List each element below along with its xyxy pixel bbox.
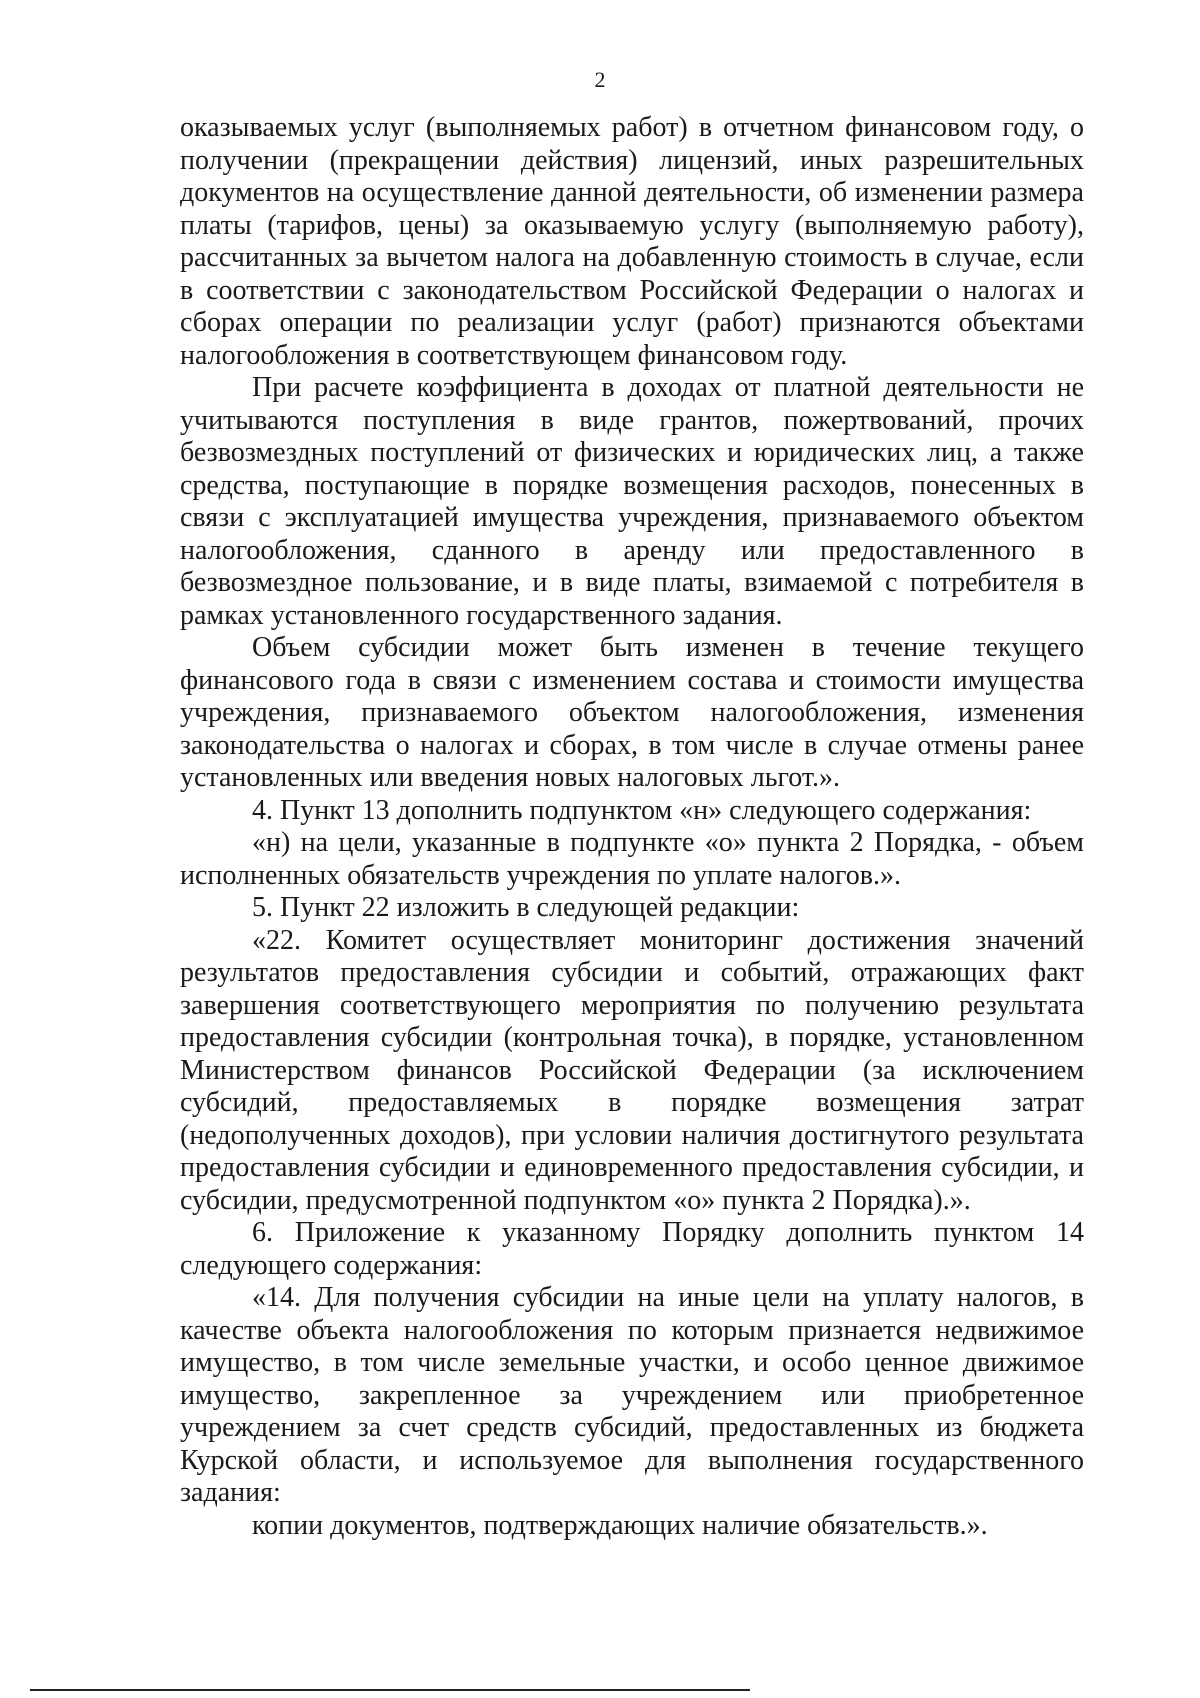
paragraph-subitem-n: «н) на цели, указанные в подпункте «о» пункта 2 Порядка, - объем исполненных обязательств учреждения по уплате налогов.». <box>180 827 1084 891</box>
paragraph-item-14: «14. Для получения субсидии на иные цели на уплату налогов, в качестве объекта налогообложения по которым признается недвижимое имущество, в том числе земельные участки, и особо ценное движимое имущество, закрепленное за учреждением или приобретенное учреждением за счет средств субсидий, предоставленных из бюджета Курской области, и используемое для выполнения государственного задания: <box>180 1282 1084 1508</box>
paragraph-item-4: 4. Пункт 13 дополнить подпунктом «н» следующего содержания: <box>252 794 1032 826</box>
paragraph-subsidy-volume: Объем субсидии может быть изменен в течение текущего финансового года в связи с изменением состава и стоимости имущества учреждения, признаваемого объектом налогообложения, изменения законодательства о налогах и сборах, в том числе в случае отмены ранее установленных или введения новых налоговых льгот.». <box>180 632 1084 793</box>
paragraph-item-6: 6. Приложение к указанному Порядку дополнить пунктом 14 следующего содержания: <box>180 1217 1084 1281</box>
paragraph-item-5: 5. Пункт 22 изложить в следующей редакции: <box>252 892 800 923</box>
paragraph-item-22: «22. Комитет осуществляет мониторинг достижения значений результатов предоставления субсидии и событий, отражающих факт завершения соответствующего мероприятия по получению результата предоставления субсидии (контрольная точка), в порядке, установленном Министерством финансов Российской Федерации (за исключением субсидий, предоставляемых в порядке возмещения затрат (недополученных доходов), при условии наличия достигнутого результата предоставления субсидии и единовременного предоставления субсидии, и субсидии, предусмотренной подпунктом «о» пункта 2 Порядка).». <box>180 924 1084 1216</box>
bottom-rule <box>30 1689 750 1691</box>
paragraph-documents-copies: копии документов, подтверждающих наличие обязательств.». <box>252 1509 988 1541</box>
paragraph-continuation: оказываемых услуг (выполняемых работ) в отчетном финансовом году, о получении (прекращении действия) лицензий, иных разрешительных документов на осуществление данной деятельности, об изменении размера платы (тарифов, цены) за оказываемую услугу (выполняемую работу), рассчитанных за вычетом налога на добавленную стоимость в случае, если в соответствии с законодательством Российской Федерации о налогах и сборах операции по реализации услуг (работ) признаются объектами налогообложения в соответствующем финансовом году. <box>180 112 1084 371</box>
document-body <box>180 112 1084 1542</box>
page-number: 2 <box>594 67 606 92</box>
paragraph-coefficient: При расчете коэффициента в доходах от платной деятельности не учитываются поступления в виде грантов, пожертвований, прочих безвозмездных поступлений от физических и юридических лиц, а также средства, поступающие в порядке возмещения расходов, понесенных в связи с эксплуатацией имущества учреждения, признаваемого объектом налогообложения, сданного в аренду или предоставленного в безвозмездное пользование, и в виде платы, взимаемой с потребителя в рамках установленного государственного задания. <box>180 372 1084 631</box>
